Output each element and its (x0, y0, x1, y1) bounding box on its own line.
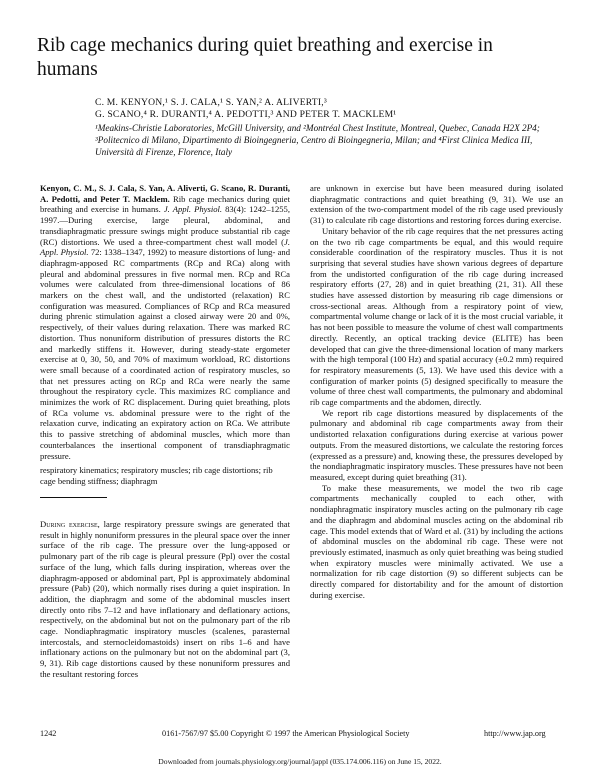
abstract-body-2: 72: 1338–1347, 1992) to measure distortions of lung- and diaphragm-apposed RC compartments (RCp and RCa) along with pleural and abdominal pressures in five normal men. RCp and RCa volumes were calculated from three-dimensional locations of 86 markers on the chest wall, and the undistorted (relaxation) RC configuration was measured. Compliances of RCp and RCa measured during phrenic stimulation against a closed airway were 20 and 0%, respectively, of their values during relaxation. There was marked RC distortion. Thus nonuniform distribution of pressures distorts the RC and markedly stiffens it. However, during steady-state ergometer exercise at 0, 30, 50, and 70% of maximum workload, RC distortions were small because of a coordinated action of respiratory muscles, so that net pressures acting on RCp and RCa were nearly the same throughout the respiratory cycle. This maximizes RC compliance and minimizes the work of RC displacement. During quiet breathing, plots of RCa volume vs. abdominal pressure were to the right of the relaxation curve, indicating an expiratory action on RCa. We attribute this to passive stretching of abdominal muscles, which more than counterbalances the insertional component of transdiaphragmatic pressure. (40, 247, 290, 461)
abstract-citation-authors: Kenyon, C. M., S. J. Cala, S. Yan, A. Aliverti, G. Scano, R. Duranti, A. Pedotti, and Peter T. Macklem. (40, 183, 290, 204)
intro-text: large respiratory pressure swings are generated that result in highly nonuniform pressures in the pleural space over the inner surface of the rib cage. The pressure over the lung-apposed or pulmonary part of the rib cage is pleural pressure (Ppl) over the costal surface of the lung, which falls during inspiration, whereas over the diaphragm-apposed or abdominal part, Ppl is approximately abdominal pressure (Pab) (20), which normally rises during a quiet inspiration. In addition, the diaphragm and some of the abdominal muscles insert directly onto ribs 7–12 and have inflationary and deflationary actions, respectively, on the abdominal but not on the pulmonary part of the rib cage. Nondiaphragmatic inspiratory muscles (scalenes, parasternal intercostals, and sternocleidomastoids) insert on ribs 1–6 and have inflationary actions on the pulmonary but not on the abdominal part (3, 9, 31). Rib cage distortions caused by these nonuniform pressures and the resultant restoring forces (40, 519, 290, 679)
abstract-body-journal: J. Appl. Physiol. (40, 236, 290, 258)
download-note: Downloaded from journals.physiology.org/journal/jappl (035.174.006.116) on June 15, 2022. (158, 757, 442, 766)
right-column (310, 183, 563, 600)
introduction (40, 519, 290, 680)
copyright-line: 0161-7567/97 $5.00 Copyright © 1997 the American Physiological Society (162, 729, 410, 738)
author-line-2: G. SCANO,⁴ R. DURANTI,⁴ A. PEDOTTI,³ AND PETER T. MACKLEM¹ (95, 109, 397, 120)
abstract-ref: 83(4): 1242–1255, 1997.— (40, 204, 290, 226)
affiliations: ¹Meakins-Christie Laboratories, McGill University, and ²Montréal Chest Institute, Montreal, Quebec, Canada H2X 2P4; ³Politecnico di Milano, Dipartimento di Bioingegneria, Centro di Bioingegneria, Milan; and ⁴First Clinica Medica III, Università di Firenze, Florence, Italy (95, 123, 540, 157)
paragraph-3: We report rib cage distortions measured by displacements of the pulmonary and abdominal rib cage compartments away from their undistorted relaxation configurations during exercise at various power outputs. From the measured distortions, we calculate the restoring forces (expressed as a pressure) and, knowing these, the pressures developed by the nondiaphragmatic inspiratory muscles. These pressures have not been measured, except during quiet breathing (31). (310, 407, 563, 482)
page-number: 1242 (40, 729, 57, 738)
abstract-body-1: During exercise, large pleural, abdominal, and transdiaphragmatic pressure swings might produce substantial rib cage (RC) distortions. We used a three-compartment chest wall model ( (40, 215, 290, 247)
paragraph-1: are unknown in exercise but have been measured during isolated diaphragmatic contractions and quiet breathing (9, 31). We use an extension of the two-compartment model of the rib cage used previously (31) to calculate rib cage distortions and restoring forces during exercise. (310, 183, 563, 226)
paragraph-2: Unitary behavior of the rib cage requires that the net pressures acting on the two rib cage compartments be equal, and this would require considerable coordination of the respiratory muscles. Thus it is not surprising that several studies have shown various degrees of departure from the undistorted configuration of the rib cage during increased respiratory efforts (27, 28) and in quiet breathing (21, 31). All these studies have assessed distortion by measuring rib cage dimensions or cross-sectional areas. Although from a respiratory point of view, compartmental volume change or lack of it is the most crucial variable, it has not been possible to measure the volume of chest wall compartments directly. Recently, an optical tracking device (ELITE) has been developed that can give the three-dimensional location of many markers with the high temporal (100 Hz) and spatial accuracy (±0.2 mm) required for respiratory measurements (5, 13). We have used this device with a configuration of marker points (5) designed specifically to measure the volume of three chest wall compartments, the pulmonary and abdominal rib cage compartments and the abdomen, directly. (310, 225, 563, 408)
section-divider (40, 497, 107, 498)
keywords: respiratory kinematics; respiratory muscles; rib cage distortions; rib cage bending stiffness; diaphragm (40, 465, 273, 486)
author-list (95, 97, 565, 121)
article-title: Rib cage mechanics during quiet breathing and exercise in humans (37, 35, 493, 80)
intro-lead: During exercise, (40, 519, 100, 529)
abstract-journal: J. Appl. Physiol. (163, 204, 223, 215)
paragraph-4: To make these measurements, we model the two rib cage compartments mechanically coupled to each other, with nondiaphragmatic inspiratory muscles acting on the pulmonary rib cage and the diaphragm and abdominal muscles acting on the abdominal rib cage. This model extends that of Ward et al. (31) by including the actions of abdominal muscles on the abdominal rib cage. These were not previously estimated, inasmuch as only quiet breathing was being studied when expiratory muscles were minimally activated. We use a normalization for rib cage distortion (9) so different subjects can be directly compared for distortability and for the amount of distortion during exercise. (310, 482, 563, 600)
abstract-citation-title: Rib cage mechanics during quiet breathing and exercise in humans. (40, 193, 290, 215)
author-line-1: C. M. KENYON,¹ S. J. CALA,¹ S. YAN,² A. ALIVERTI,³ (95, 97, 327, 108)
abstract (40, 183, 290, 461)
journal-url[interactable]: http://www.jap.org (484, 729, 546, 738)
